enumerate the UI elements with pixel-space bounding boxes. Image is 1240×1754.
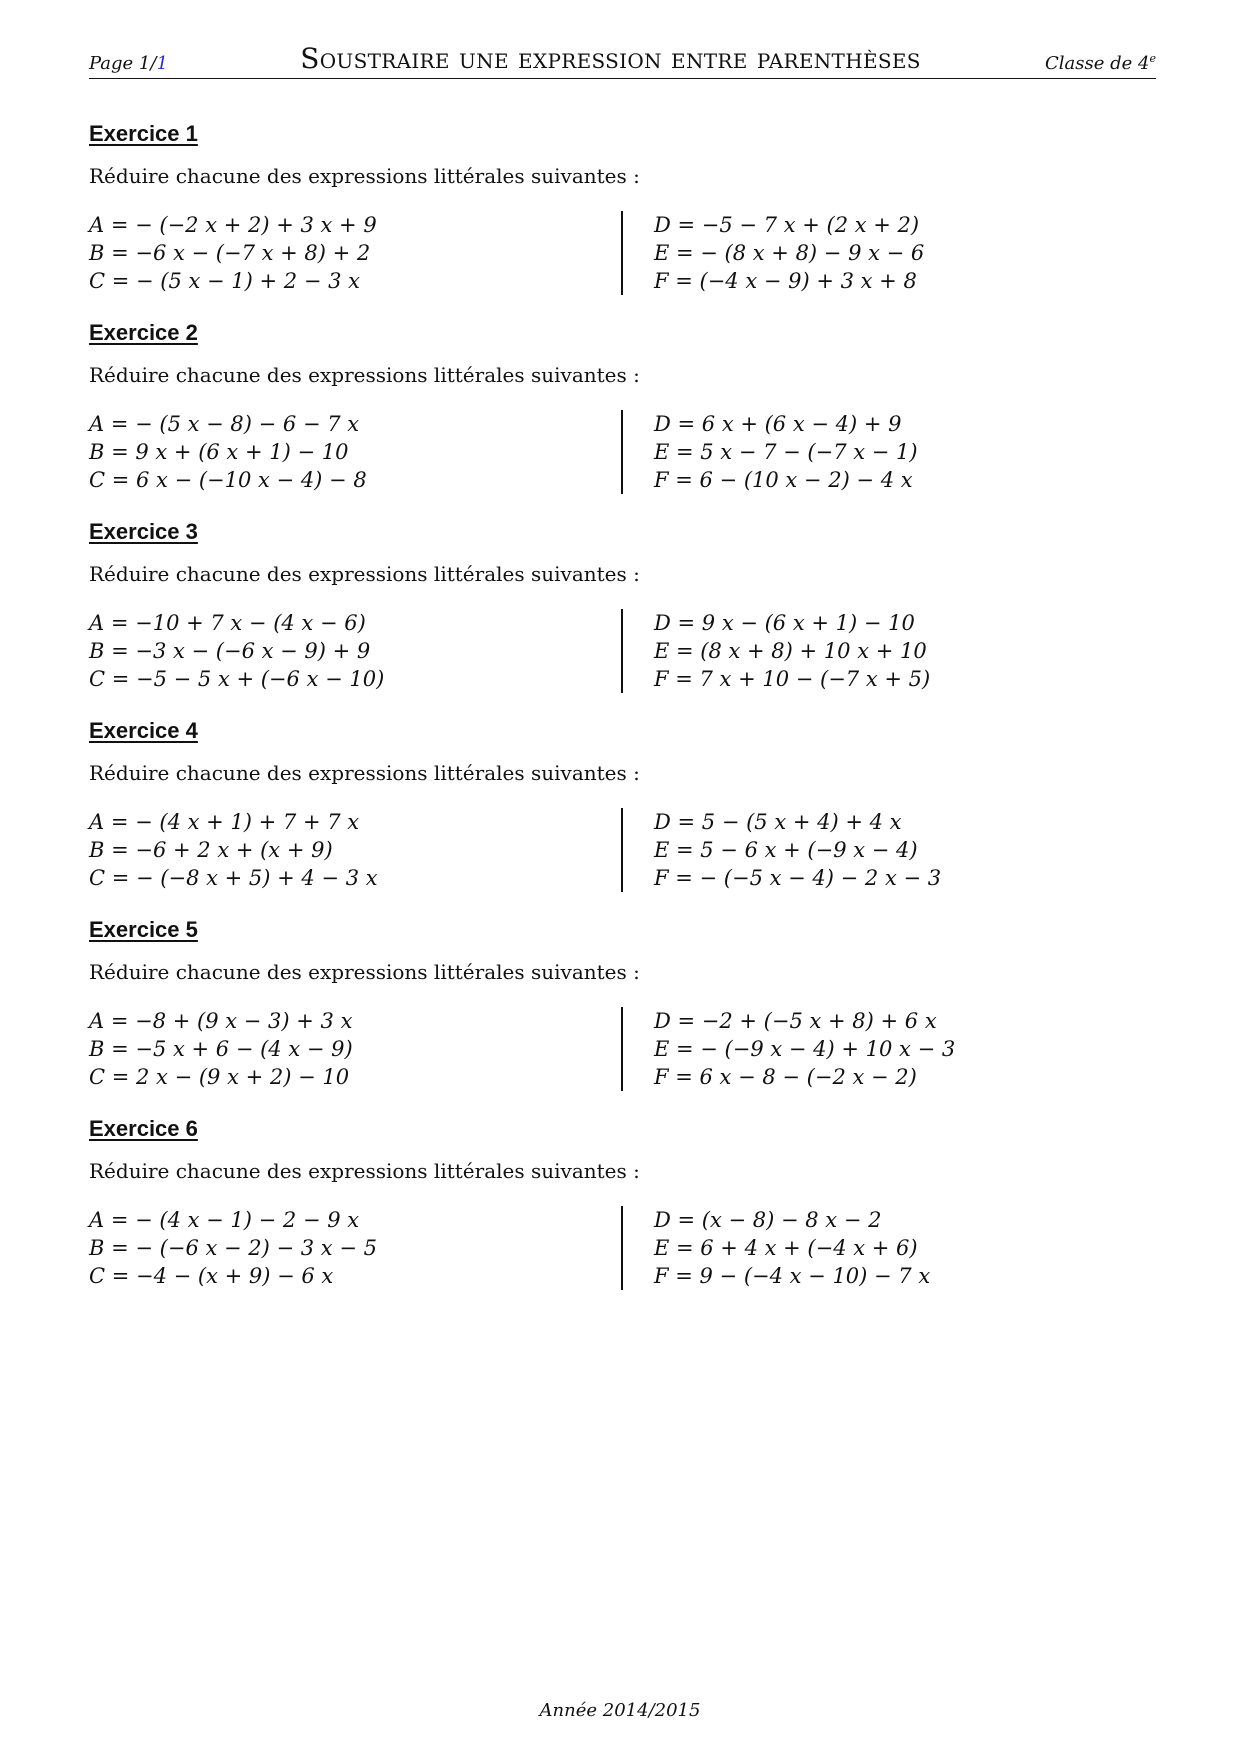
expression-column-right — [654, 808, 1154, 892]
expression-columns — [89, 808, 1156, 894]
exercise-instruction: Réduire chacune des expressions littérales suivantes : — [89, 960, 640, 984]
exercise-instruction: Réduire chacune des expressions littérales suivantes : — [89, 1159, 640, 1183]
expression: E = 6 + 4 x + (−4 x + 6) — [654, 1236, 918, 1260]
expression: C = − (5 x − 1) + 2 − 3 x — [89, 269, 360, 293]
expression: A = −8 + (9 x − 3) + 3 x — [89, 1009, 353, 1033]
expression-column-left — [89, 211, 609, 295]
expression: C = 6 x − (−10 x − 4) − 8 — [89, 468, 367, 492]
exercise-title: Exercice 2 — [89, 320, 198, 345]
expression-column-left — [89, 609, 609, 693]
exercise-instruction: Réduire chacune des expressions littérales suivantes : — [89, 761, 640, 785]
expression-column-right — [654, 609, 1154, 693]
expression: D = 5 − (5 x + 4) + 4 x — [654, 810, 902, 834]
expression-column-left — [89, 808, 609, 892]
expression: E = (8 x + 8) + 10 x + 10 — [654, 639, 927, 663]
expression: F = 6 − (10 x − 2) − 4 x — [654, 468, 913, 492]
expression-column-right — [654, 1206, 1154, 1290]
column-separator — [621, 1206, 623, 1290]
expression: A = −10 + 7 x − (4 x − 6) — [89, 611, 366, 635]
expression-columns — [89, 609, 1156, 695]
expression: D = (x − 8) − 8 x − 2 — [654, 1208, 882, 1232]
expression: E = − (8 x + 8) − 9 x − 6 — [654, 241, 925, 265]
expression: C = −5 − 5 x + (−6 x − 10) — [89, 667, 385, 691]
expression: F = 7 x + 10 − (−7 x + 5) — [654, 667, 931, 691]
exercise-title: Exercice 3 — [89, 519, 198, 544]
expression-columns — [89, 1206, 1156, 1292]
page-footer: Année 2014/2015 — [539, 1700, 701, 1721]
expression: B = −5 x + 6 − (4 x − 9) — [89, 1037, 353, 1061]
exercise-instruction: Réduire chacune des expressions littérales suivantes : — [89, 164, 640, 188]
expression: D = 6 x + (6 x − 4) + 9 — [654, 412, 902, 436]
exercise-title: Exercice 6 — [89, 1116, 198, 1141]
class-label — [1045, 52, 1156, 74]
column-separator — [621, 211, 623, 295]
exercise-instruction: Réduire chacune des expressions littérales suivantes : — [89, 562, 640, 586]
expression: F = 9 − (−4 x − 10) − 7 x — [654, 1264, 931, 1288]
expression: C = 2 x − (9 x + 2) − 10 — [89, 1065, 350, 1089]
expression: A = − (4 x + 1) + 7 + 7 x — [89, 810, 360, 834]
expression-column-left — [89, 1206, 609, 1290]
exercise-5 — [89, 915, 1156, 1093]
expression-column-right — [654, 410, 1154, 494]
expression-column-left — [89, 1007, 609, 1091]
exercise-instruction: Réduire chacune des expressions littérales suivantes : — [89, 363, 640, 387]
expression-columns — [89, 1007, 1156, 1093]
expression: B = −6 + 2 x + (x + 9) — [89, 838, 333, 862]
expression: B = 9 x + (6 x + 1) − 10 — [89, 440, 349, 464]
exercise-3 — [89, 517, 1156, 695]
expression: E = 5 − 6 x + (−9 x − 4) — [654, 838, 918, 862]
exercise-title: Exercice 1 — [89, 121, 198, 146]
expression-column-right — [654, 211, 1154, 295]
expression: E = 5 x − 7 − (−7 x − 1) — [654, 440, 918, 464]
page-total-link[interactable]: 1 — [156, 53, 168, 74]
class-text: Classe de 4 — [1045, 53, 1150, 74]
expression: E = − (−9 x − 4) + 10 x − 3 — [654, 1037, 956, 1061]
expression-column-left — [89, 410, 609, 494]
expression: A = − (−2 x + 2) + 3 x + 9 — [89, 213, 377, 237]
page-header — [89, 44, 1156, 79]
class-superscript: e — [1149, 52, 1156, 65]
expression: A = − (5 x − 8) − 6 − 7 x — [89, 412, 360, 436]
page-number-prefix: Page 1/ — [89, 53, 157, 74]
exercise-1 — [89, 119, 1156, 297]
expression: F = 6 x − 8 − (−2 x − 2) — [654, 1065, 917, 1089]
column-separator — [621, 1007, 623, 1091]
expression: D = −2 + (−5 x + 8) + 6 x — [654, 1009, 937, 1033]
expression-column-right — [654, 1007, 1154, 1091]
expression-columns — [89, 211, 1156, 297]
expression: B = −3 x − (−6 x − 9) + 9 — [89, 639, 371, 663]
expression: D = 9 x − (6 x + 1) − 10 — [654, 611, 915, 635]
exercise-title: Exercice 4 — [89, 718, 198, 743]
expression: A = − (4 x − 1) − 2 − 9 x — [89, 1208, 360, 1232]
exercise-2 — [89, 318, 1156, 496]
exercise-4 — [89, 716, 1156, 894]
expression: D = −5 − 7 x + (2 x + 2) — [654, 213, 920, 237]
expression-columns — [89, 410, 1156, 496]
exercise-title: Exercice 5 — [89, 917, 198, 942]
expression: F = − (−5 x − 4) − 2 x − 3 — [654, 866, 942, 890]
page-title: Soustraire une expression entre parenthèses — [300, 42, 921, 75]
expression: C = −4 − (x + 9) − 6 x — [89, 1264, 334, 1288]
column-separator — [621, 808, 623, 892]
expression: B = −6 x − (−7 x + 8) + 2 — [89, 241, 371, 265]
column-separator — [621, 609, 623, 693]
expression: C = − (−8 x + 5) + 4 − 3 x — [89, 866, 378, 890]
expression: F = (−4 x − 9) + 3 x + 8 — [654, 269, 917, 293]
expression: B = − (−6 x − 2) − 3 x − 5 — [89, 1236, 377, 1260]
exercise-6 — [89, 1114, 1156, 1292]
column-separator — [621, 410, 623, 494]
